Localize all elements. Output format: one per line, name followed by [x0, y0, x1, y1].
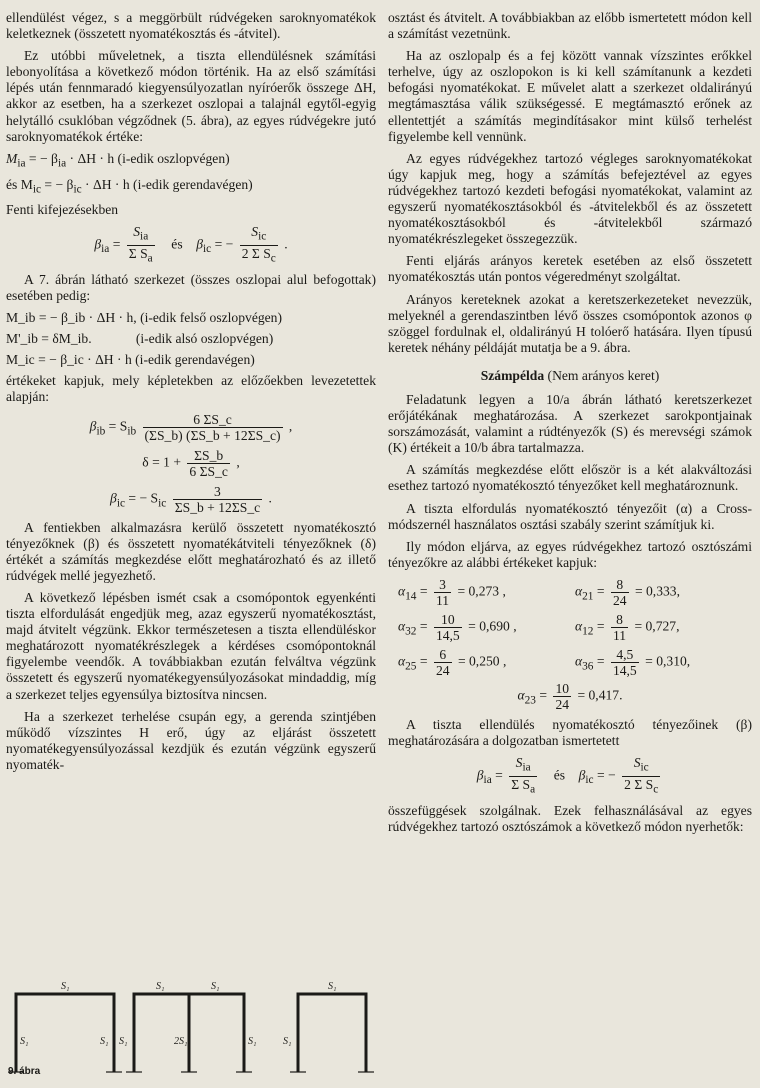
right-paragraph-5: Arányos kereteknek azokat a keretszerkezeteket nevezzük, melyeknél a gerendaszintben lévő összes csomópontok azonos φ szöggel fordulnak el, oldalirányú H tolóerő hatására. Ilyen típusú keretek néhány példáját mutatja be a 9. ábra. [388, 291, 752, 355]
right-paragraph-11: összefüggések szolgálnak. Ezek felhasználásával az egyes rúdvégekhez tartozó osztószámok a következő módon nyerhetők: [388, 802, 752, 834]
right-paragraph-9: Ily módon eljárva, az egyes rúdvégekhez tartozó osztószámi tényezőkre az alábbi értékeket kapjuk: [388, 538, 752, 570]
left-column [6, 10, 376, 779]
equation-beta-ib: $\beta_{ib} = S_{ib}$ $\frac{6 \Sigma S\_c}{(\Sigma S\_b) (\Sigma S\_b + 12\Sigma S\_c)}$ , [89, 411, 293, 443]
equation-m-ic-fixed: M_ic = − β_ic · ΔH · h (i-edik gerendavégen) [6, 352, 255, 368]
alpha-32: $\alpha_{32}$ = $\frac{10}{14,5}$ = 0,690 , [398, 611, 517, 643]
label-beam-1: S₁ [61, 981, 70, 992]
equation-beta-definitions: $\beta_{ia}$ = $\frac{S_{ia}}{\Sigma S_a}$ és $\beta_{ic}$ = − $\frac{S_{ic}}{2 \Sigma S_c}$ . [94, 224, 288, 265]
right-paragraph-10: A tiszta ellendülés nyomatékosztó tényezőinek (β) meghatározására a dolgozatban ismertetett [388, 716, 752, 748]
frame-diagrams-svg [6, 972, 376, 1082]
equation-m-ib: M_ib = − β_ib · ΔH · h, (i-edik felső oszlopvégen) [6, 310, 283, 326]
right-paragraph-3: Az egyes rúdvégekhez tartozó végleges saroknyomatékokat úgy kapjuk meg, hogy a számítás befejeztével az egyes rúdvégekhez tartozó kezdeti befogási nyomatékokat, valamint az egyszerű nyomatékosztásokból és -átvitelekből és az összetett nyomatékosztásokból és -átvitelekből származó nyomatékrészlegeket összegezzük. [388, 150, 752, 247]
right-paragraph-1: osztást és átvitelt. A továbbiakban az előbb ismertetett módon kell a számítást vezetnünk. [388, 10, 752, 42]
label-col-1a: S₁ [20, 1036, 29, 1047]
right-column [388, 10, 752, 841]
frame-2-left-bay [134, 994, 189, 1072]
left-paragraph-3: Fenti kifejezésekben [6, 202, 119, 218]
alpha-14: $\alpha_{14}$ = $\frac{3}{11}$ = 0,273 , [398, 576, 506, 608]
frame-1 [16, 994, 114, 1072]
alpha-12: $\alpha_{12}$ = $\frac{8}{11}$ = 0,727, [575, 611, 680, 643]
equation-delta: δ = 1 + $\frac{\Sigma S\_b}{6 \Sigma S\_c}$ , [142, 447, 240, 479]
right-paragraph-6: Feladatunk legyen a 10/a ábrán látható keretszerkezet erőjátékának meghatározása. A szerkezet sarokpontjainak sorszámozását, valamint a rúdtényezők (S) és merevségi számok (K) értékeit a 10/b ábra tartalmazza. [388, 391, 752, 456]
right-paragraph-7: A számítás megkezdése előtt először is a két alakváltozási esethez tartozó nyomatékosztó tényezőket kell meghatároznunk. [388, 462, 752, 494]
equation-m-ia: $M_{ia}$ = − $\beta_{ia} \cdot \Delta H \cdot h$ (i-edik oszlopvégen) [6, 150, 230, 170]
frame-2-right-bay [189, 994, 244, 1072]
frame-figure-9 [6, 972, 376, 1082]
label-col-1b: S₁ [100, 1036, 109, 1047]
alpha-25: $\alpha_{25}$ = $\frac{6}{24}$ = 0,250 , [398, 646, 507, 678]
left-paragraph-2: Ez utóbbi műveletnek, a tiszta ellendülésnek számítási lebonyolítása a következő módon történik. Ha az első számítási lépés után fennmaradó kiegyensúlyozatlan nyíróerők összege ΔH, akkor az esetben, ha a szerkezet oszlopai a talajnál egytől-egyig helytálló csuklóban végződnek (5. ábra), az egyes rúdvégekre jutó saroknyomatékok értéke: [6, 48, 376, 144]
alpha-values-grid [398, 577, 752, 678]
left-paragraph-5: értékeket kapjuk, mely képletekben az előzőekben levezetettek alapján: [6, 373, 376, 405]
right-paragraph-4: Fenti eljárás arányos keretek esetében az első összetett nyomatékosztás után pontos végeredményt szolgáltat. [388, 253, 752, 285]
label-col-2a: S₁ [119, 1036, 128, 1047]
figure-caption: 9. ábra [8, 1065, 41, 1077]
alpha-21: $\alpha_{21}$ = $\frac{8}{24}$ = 0,333, [575, 576, 680, 608]
label-col-3a: S₁ [283, 1036, 292, 1047]
right-paragraph-8: A tiszta elfordulás nyomatékosztó tényezőit (α) a Cross-módszernél használatos osztási szabály szerint számítjuk ki. [388, 500, 752, 532]
frame-3 [298, 994, 366, 1072]
alpha-36: $\alpha_{36}$ = $\frac{4,5}{14,5}$ = 0,310, [575, 646, 691, 678]
right-paragraph-2: Ha az oszlopalp és a fej között vannak vízszintes erőkkel terhelve, úgy az oszlopokon is ki kell számítanunk a kezdeti befogási nyomatékokat. E művelet alatt a szerkezet oldalirányú megtámasztása válik szükségessé. E megtámasztó erőnek az ellentettjét a számítás megindításakor mint külső terhelést figyelembe kell vennünk. [388, 48, 752, 144]
label-col-2mid: 2S₁ [174, 1036, 188, 1047]
label-beam-3: S₁ [328, 981, 337, 992]
label-beam-2b: S₁ [211, 981, 220, 992]
section-title: Számpélda (Nem arányos keret) [480, 367, 660, 383]
equation-m-ic: és $M_{ic}$ = − $\beta_{ic} \cdot \Delta H \cdot h$ (i-edik gerendavégen) [6, 176, 253, 196]
left-paragraph-8: Ha a szerkezet terhelése csupán egy, a gerenda szintjében működő vízszintes H erő, úgy az eljárást összetett nyomatékegyensúlyozással kezdjük és ezután végzünk egyszerű nyomaték- [6, 708, 376, 772]
equation-beta-repeat: $\beta_{ia}$ = $\frac{S_{ia}}{\Sigma S_a}$ és $\beta_{ic}$ = − $\frac{S_{ic}}{2 \Sigma S_c}$ [476, 755, 659, 796]
left-paragraph-4: A 7. ábrán látható szerkezet (összes oszlopai alul befogottak) esetében pedig: [6, 271, 376, 303]
left-paragraph-1: ellendülést végez, s a meggörbült rúdvégeken saroknyomatékok keletkeznek (összetett nyomatékosztás és -átvitel). [6, 10, 376, 42]
equation-m-prime-ib: M'_ib = δM_ib. (i-edik alsó oszlopvégen) [6, 331, 274, 347]
label-beam-2a: S₁ [156, 981, 165, 992]
label-col-2b: S₁ [248, 1036, 257, 1047]
alpha-23: $\alpha_{23}$ = $\frac{10}{24}$ = 0,417. [517, 680, 623, 712]
left-paragraph-6: A fentiekben alkalmazásra kerülő összetett nyomatékosztó tényezőknek (β) és összetett nyomatékátviteli tényezőknek (δ) értékét a számítás megkezdése előtt meghatározható és az illető rúdvégek mellé jegyezhető. [6, 519, 376, 583]
equation-beta-ic: $\beta_{ic}$ = − $S_{ic}$ $\frac{3}{\Sigma S\_b + 12\Sigma S\_c}$ . [110, 483, 272, 515]
left-paragraph-7: A következő lépésben ismét csak a csomópontok egyenkénti tiszta elfordulását engedjük meg, azaz egyszerű nyomatékosztást, majd átvitelt végzünk. Ekkor természetesen a tiszta ellendüléskor meghatározott nyomatékrészlegek a kérdéses csomópontoknál figyelembe veendők. A továbbiakban ezután felváltva végzünk összetett és egyszerű nyomatékegyensúlyozásokat mindaddig, míg a szerkezet teljes egyensúlya biztosítva nincsen. [6, 589, 376, 702]
